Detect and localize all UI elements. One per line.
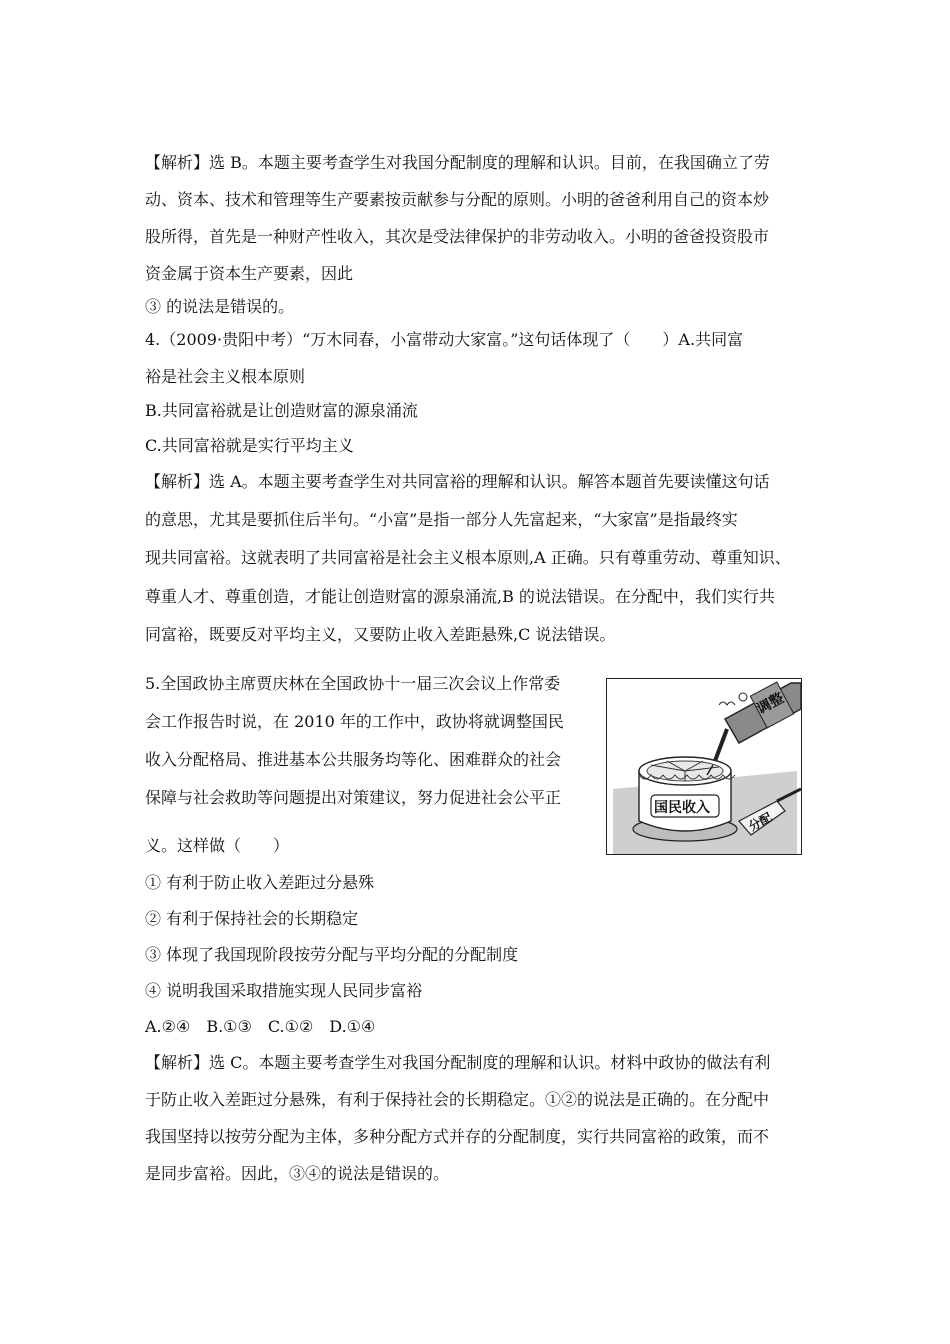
question-5-stem: 5.全国政协主席贾庆林在全国政协十一届三次会议上作常委 — [145, 674, 561, 693]
statement-4: ④ 说明我国采取措施实现人民同步富裕 — [145, 981, 423, 1000]
text-line: 股所得，首先是一种财产性收入，其次是受法律保护的非劳动收入。小明的爸爸投资股市 — [145, 227, 770, 246]
text-line: 同富裕，既要反对平均主义，又要防止收入差距悬殊,C 说法错误。 — [145, 625, 616, 644]
text-line: 会工作报告时说，在 2010 年的工作中，政协将就调整国民 — [145, 712, 564, 731]
option-c: C.共同富裕就是实行平均主义 — [145, 436, 354, 455]
answer-options: A.②④ B.①③ C.①② D.①④ — [145, 1017, 376, 1036]
text-line: 收入分配格局、推进基本公共服务均等化、困难群众的社会 — [145, 750, 562, 769]
text-line: 我国坚持以按劳分配为主体，多种分配方式并存的分配制度，实行共同富裕的政策，而不 — [145, 1127, 770, 1146]
text-line: 裕是社会主义根本原则 — [145, 367, 306, 386]
cartoon-illustration — [606, 678, 802, 855]
text-line: 【解析】选 C。本题主要考查学生对我国分配制度的理解和认识。材料中政协的做法有利 — [145, 1053, 771, 1072]
text-line: 【解析】选 A。本题主要考查学生对共同富裕的理解和认识。解答本题首先要读懂这句话 — [145, 472, 770, 491]
text-line: 是同步富裕。因此，③④的说法是错误的。 — [145, 1164, 450, 1183]
cake-label: 国民收入 — [654, 800, 710, 816]
statement-1: ① 有利于防止收入差距过分悬殊 — [145, 873, 375, 892]
statement-3: ③ 体现了我国现阶段按劳分配与平均分配的分配制度 — [145, 945, 519, 964]
question-4-stem: 4.（2009·贵阳中考）“万木同春，小富带动大家富。”这句话体现了（ ）A.共同富 — [145, 330, 744, 349]
text-line: 动、资本、技术和管理等生产要素按贡献参与分配的原则。小明的爸爸利用自己的资本炒 — [145, 190, 770, 209]
text-line: 资金属于资本生产要素，因此 — [145, 264, 354, 283]
text-line: 的意思，尤其是要抓住后半句。“小富”是指一部分人先富起来，“大家富”是指最终实 — [145, 510, 738, 529]
text-line: ③ 的说法是错误的。 — [145, 297, 295, 316]
statement-2: ② 有利于保持社会的长期稳定 — [145, 909, 359, 928]
tube-label: 调整 — [754, 690, 787, 718]
text-line: 尊重人才、尊重创造，才能让创造财富的源泉涌流,B 的说法错误。在分配中，我们实行共 — [145, 587, 775, 606]
knife-label: 分配 — [746, 810, 775, 834]
option-b: B.共同富裕就是让创造财富的源泉涌流 — [145, 401, 418, 420]
text-line: 现共同富裕。这就表明了共同富裕是社会主义根本原则,A 正确。只有尊重劳动、尊重知识、 — [145, 548, 791, 567]
text-line: 义。这样做（ ） — [145, 836, 290, 855]
text-line: 【解析】选 B。本题主要考查学生对我国分配制度的理解和认识。目前，在我国确立了劳 — [145, 153, 770, 172]
text-line: 于防止收入差距过分悬殊，有利于保持社会的长期稳定。①②的说法是正确的。在分配中 — [145, 1090, 770, 1109]
text-line: 保障与社会救助等问题提出对策建议，努力促进社会公平正 — [145, 788, 562, 807]
